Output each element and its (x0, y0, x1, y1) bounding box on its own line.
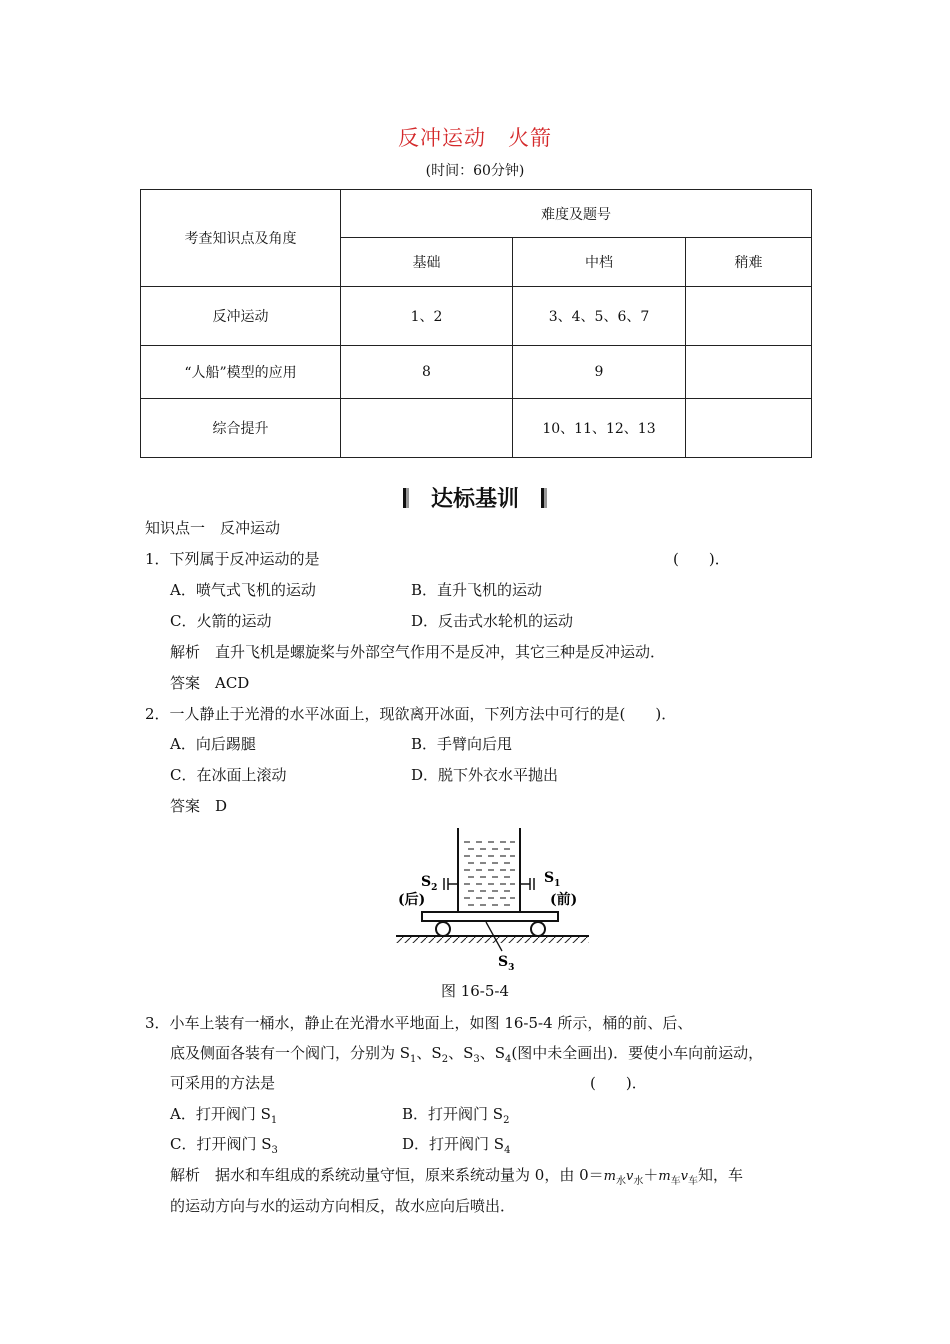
q1-bracket: ( )． (673, 550, 730, 568)
q2-option-d: D．脱下外衣水平抛出 (411, 766, 559, 784)
row-medium: 9 (513, 346, 686, 399)
q2-answer: 答案 D (170, 797, 228, 815)
row-topic: 反冲运动 (141, 287, 341, 346)
label-back: (后) (398, 892, 426, 908)
ground-hatch (396, 937, 589, 943)
label-s3: $S_3$ (498, 954, 515, 973)
figure-caption: 图 16-5-4 (440, 982, 510, 1000)
q1-option-c: C．火箭的运动 (170, 612, 272, 630)
banner-text: 达标基训 (430, 487, 519, 512)
q3-option-d: D．打开阀门 $S_4$ (402, 1135, 511, 1156)
row-hard (686, 399, 812, 458)
knowledge-table (140, 189, 812, 458)
wheel-rear (436, 922, 450, 936)
q3-option-b: B．打开阀门 $S_2$ (402, 1105, 510, 1126)
q1-option-a: A．喷气式飞机的运动 (170, 581, 316, 599)
row-medium: 3、4、5、6、7 (513, 287, 686, 346)
difficulty-header: 难度及题号 (341, 190, 812, 238)
q3-option-a: A．打开阀门 $S_1$ (170, 1105, 278, 1126)
label-s1: $S_1$ (544, 870, 561, 889)
section-banner (0, 482, 950, 513)
water (464, 842, 515, 905)
level-hard: 稍难 (686, 238, 812, 287)
knowledge-point-heading: 知识点一 反冲运动 (145, 519, 281, 537)
q3-bracket: ( )． (590, 1074, 647, 1092)
q3-stem-line2: 底及侧面各装有一个阀门，分别为 $S_1$、$S_2$、$S_3$、$S_4$(图中未全画出)．要使小车向前运动， (170, 1044, 764, 1065)
row-topic: 综合提升 (141, 399, 341, 458)
valve-s1 (520, 878, 534, 890)
q1-stem: 1．下列属于反冲运动的是 (145, 550, 320, 568)
q3-stem-line1: 3．小车上装有一桶水，静止在光滑水平地面上，如图 16-5-4 所示，桶的前、后、 (145, 1014, 693, 1032)
q2-stem: 2．一人静止于光滑的水平冰面上，现欲离开冰面，下列方法中可行的是( )． (145, 705, 677, 723)
q1-option-d: D．反击式水轮机的运动 (411, 612, 574, 630)
banner-bar-left (403, 488, 409, 508)
q1-analysis: 解析 直升飞机是螺旋桨与外部空气作用不是反冲，其它三种是反冲运动． (170, 643, 666, 661)
label-front: (前) (550, 892, 578, 908)
q2-option-a: A．向后踢腿 (170, 735, 256, 753)
page-title: 反冲运动 火箭 (398, 126, 552, 150)
topic-header: 考查知识点及角度 (141, 190, 341, 287)
row-basic (341, 399, 513, 458)
level-medium: 中档 (513, 238, 686, 287)
table-row (141, 399, 812, 458)
q1-answer: 答案 ACD (170, 674, 250, 692)
row-hard (686, 346, 812, 399)
q2-option-b: B．手臂向后甩 (411, 735, 513, 753)
wheel-front (531, 922, 545, 936)
row-topic: “人船”模型的应用 (141, 346, 341, 399)
cart-bucket-figure (394, 826, 594, 976)
time-note: (时间：60分钟) (425, 163, 525, 179)
q3-analysis-line2: 的运动方向与水的运动方向相反，故水应向后喷出． (170, 1197, 516, 1215)
q3-option-c: C．打开阀门 $S_3$ (170, 1135, 278, 1156)
q2-option-c: C．在冰面上滚动 (170, 766, 287, 784)
row-hard (686, 287, 812, 346)
row-basic: 8 (341, 346, 513, 399)
label-s2: $S_2$ (421, 874, 438, 893)
table-row (141, 346, 812, 399)
banner-bar-right (541, 488, 547, 508)
level-basic: 基础 (341, 238, 513, 287)
cart-platform (422, 912, 558, 921)
q1-option-b: B．直升飞机的运动 (411, 581, 543, 599)
table-row (141, 287, 812, 346)
q3-stem-line3: 可采用的方法是 (170, 1074, 276, 1092)
q3-analysis-line1: 解析 据水和车组成的系统动量守恒，原来系统动量为 0，由 $0=m_水v_水+m_车v_车$知，车 (170, 1166, 744, 1187)
valve-s2 (444, 878, 458, 890)
row-medium: 10、11、12、13 (513, 399, 686, 458)
row-basic: 1、2 (341, 287, 513, 346)
